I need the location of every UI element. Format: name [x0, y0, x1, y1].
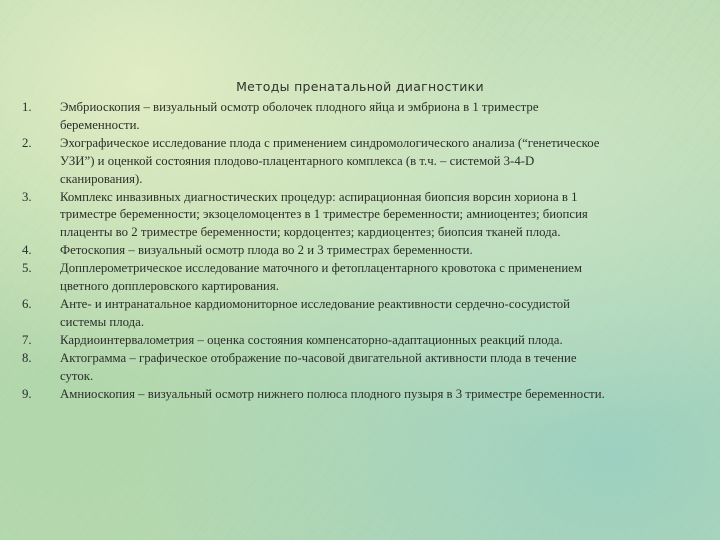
list-item [0, 242, 720, 260]
item-line: УЗИ”) и оценкой состояния плодово-плацентарного комплекса (в т.ч. – системой 3-4-D [60, 153, 535, 168]
list-item [0, 189, 720, 243]
item-line: системы плода. [60, 314, 145, 329]
list-item [0, 260, 720, 296]
item-number: 7. [22, 332, 32, 347]
item-line: Допплерометрическое исследование маточного и фетоплацентарного кровотока с применением [60, 261, 582, 276]
item-line: Анте- и интранатальное кардиомониторное исследование реактивности сердечно-сосудистой [60, 296, 571, 311]
item-line: сканирования). [60, 171, 143, 186]
item-number: 1. [22, 100, 32, 114]
list-item [0, 350, 720, 386]
item-number: 9. [22, 386, 32, 401]
item-line: Амниоскопия – визуальный осмотр нижнего полюса плодного пузыря в 3 триместре беременности. [60, 386, 605, 401]
item-text [60, 189, 708, 243]
item-line: Комплекс инвазивных диагностических процедур: аспирационная биопсия ворсин хориона в 1 [60, 189, 578, 204]
item-line: плаценты во 2 триместре беременности; кордоцентез; кардиоцентез; биопсия тканей плода. [60, 225, 561, 240]
item-text [60, 260, 708, 296]
item-line: беременности. [60, 117, 140, 132]
item-text [60, 350, 708, 386]
item-line: Кардиоинтервалометрия – оценка состояния компенсаторно-адаптационных реакций плода. [60, 332, 563, 347]
item-line: Фетоскопия – визуальный осмотр плода во 2 и 3 триместрах беременности. [60, 243, 473, 258]
list-item [0, 386, 720, 404]
item-number: 3. [22, 189, 32, 204]
list-item [0, 296, 720, 332]
item-line: Эхографическое исследование плода с применением синдромологического анализа (“генетическое [60, 135, 600, 150]
item-line: триместре беременности; экзоцеломоцентез в 1 триместре беременности; амниоцентез; биопсия [60, 207, 588, 222]
item-line: суток. [60, 368, 94, 383]
list-item [0, 99, 720, 135]
methods-list [0, 99, 720, 403]
item-text [60, 242, 708, 260]
list-item [0, 135, 720, 189]
item-number: 6. [22, 296, 32, 311]
item-number: 4. [22, 243, 32, 258]
item-number: 5. [22, 261, 32, 276]
item-text [60, 332, 708, 350]
item-line: Эмбриоскопия – визуальный осмотр оболочек плодного яйца и эмбриона в 1 триместре [60, 100, 539, 114]
item-text [60, 99, 708, 135]
item-number: 8. [22, 350, 32, 365]
item-text [60, 296, 708, 332]
item-text [60, 386, 708, 404]
item-number: 2. [22, 135, 32, 150]
item-line: цветного допплеровского картирования. [60, 279, 279, 294]
slide-title: Методы пренатальной диагностики [236, 79, 484, 94]
list-item [0, 332, 720, 350]
item-line: Актограмма – графическое отображение по-часовой двигательной активности плода в течение [60, 350, 577, 365]
item-text [60, 135, 708, 189]
